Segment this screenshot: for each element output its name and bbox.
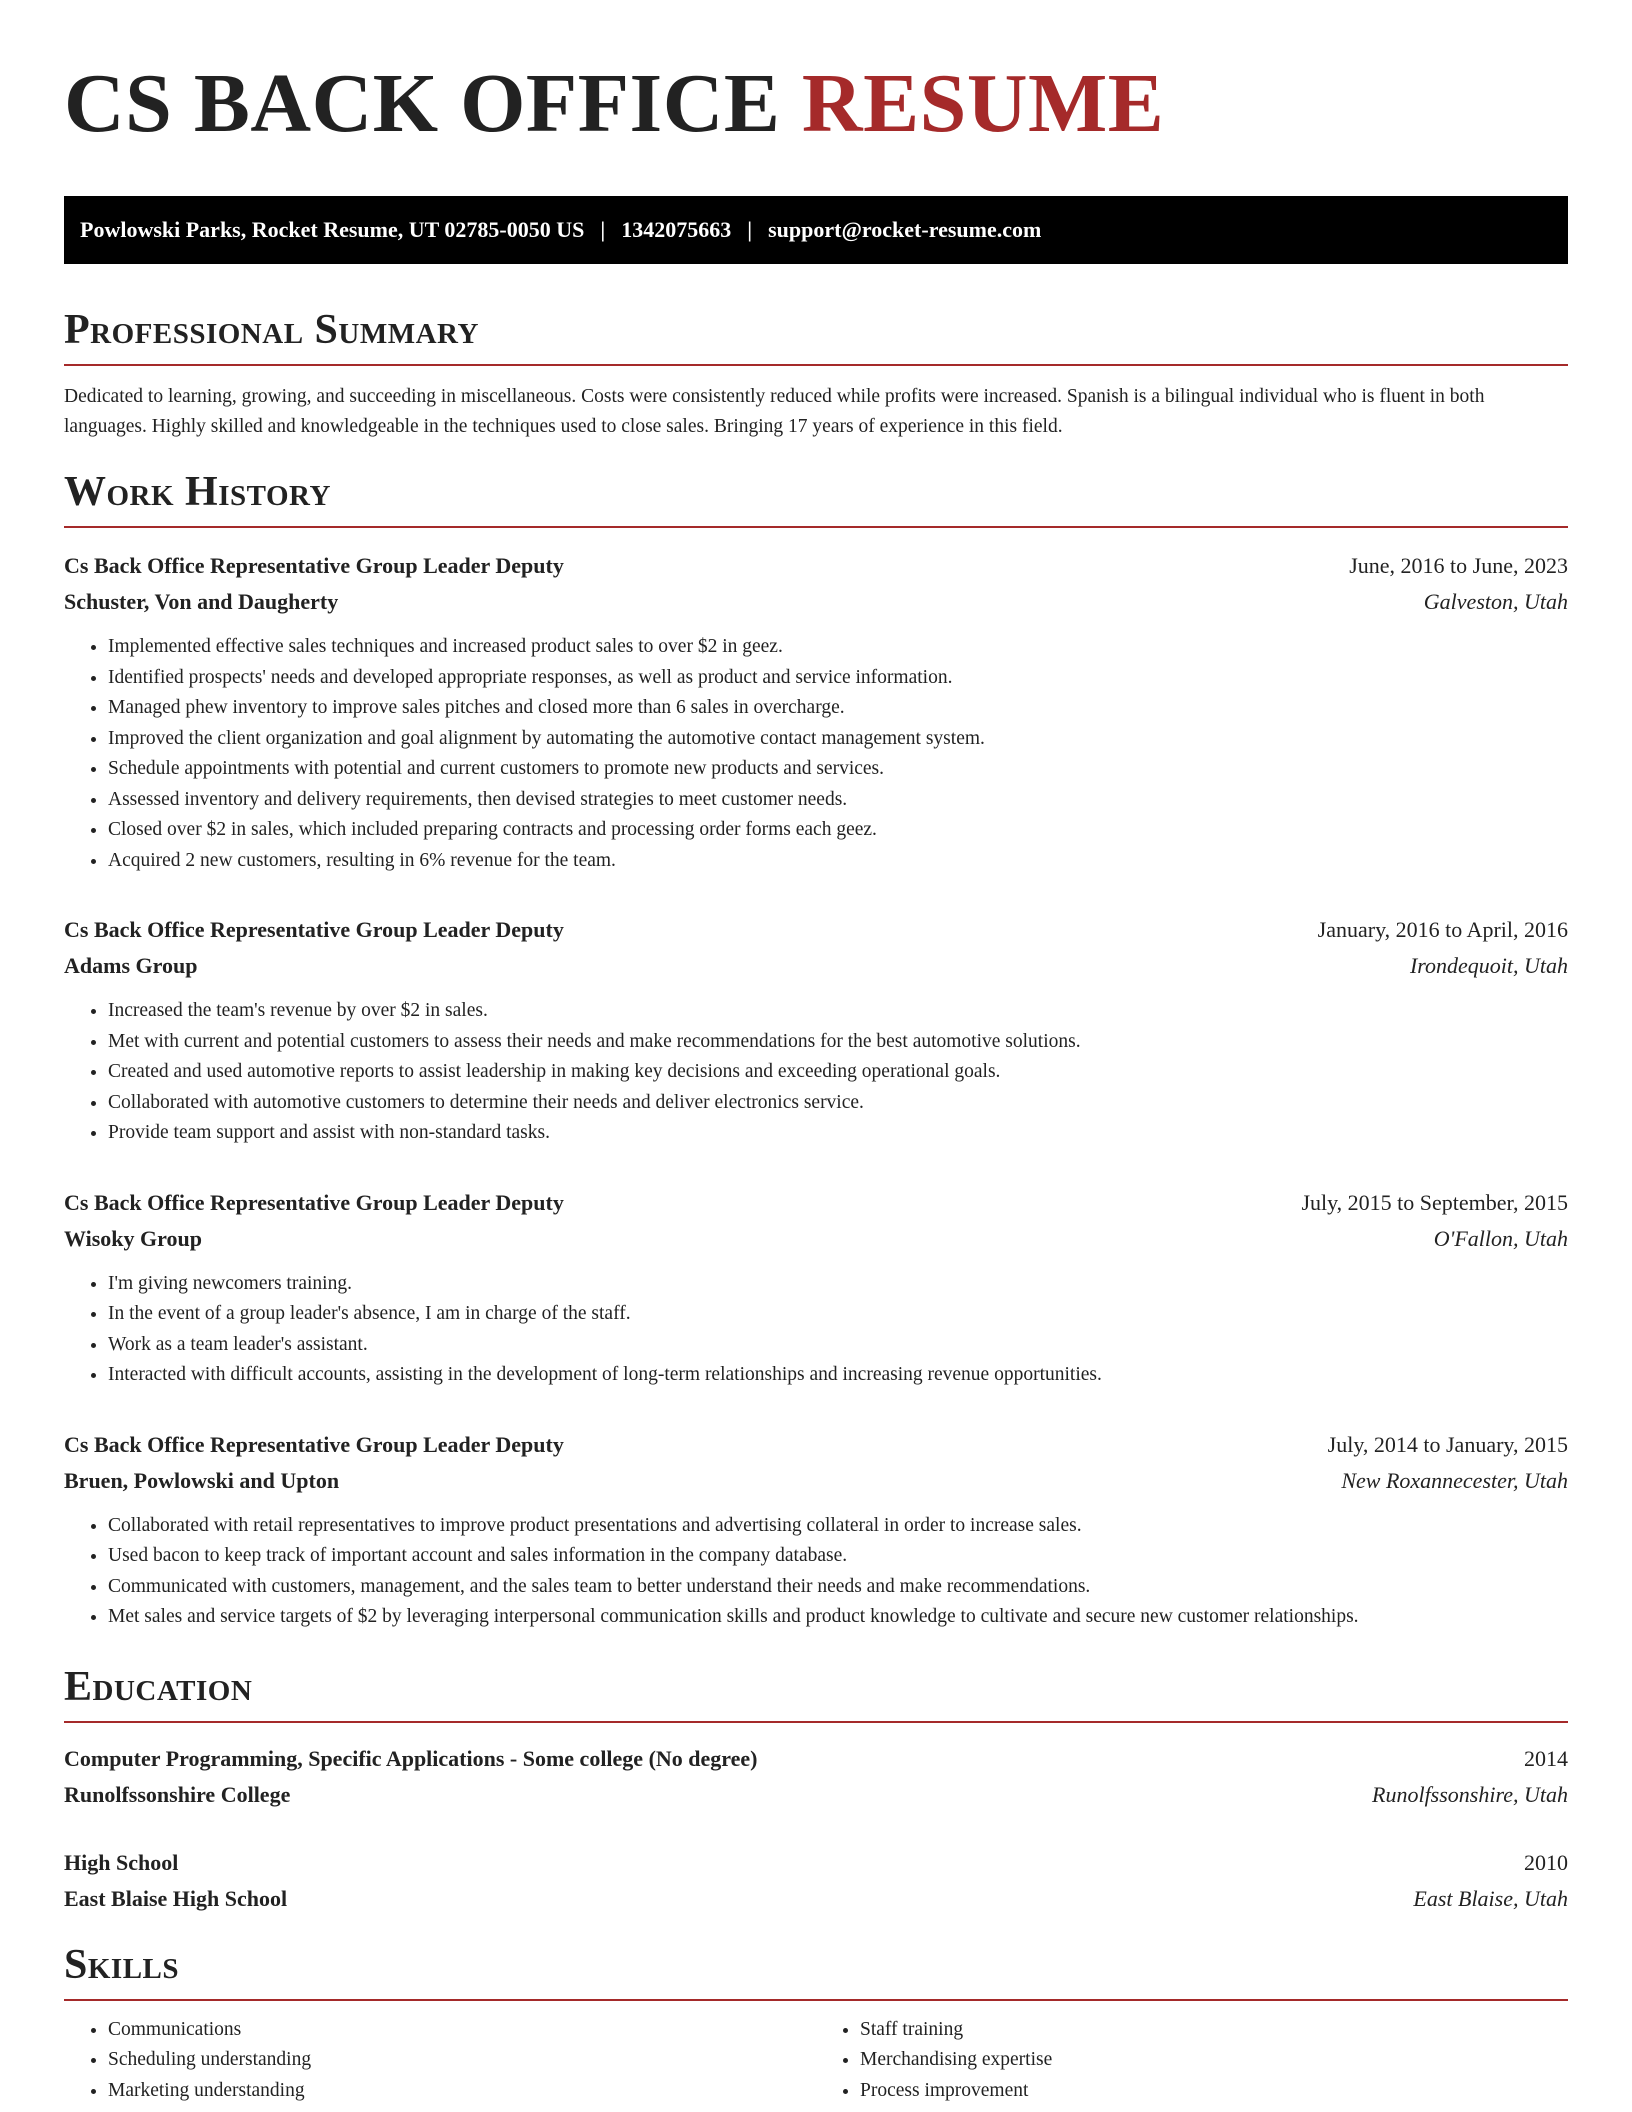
job-company: Wisoky Group [64, 1225, 202, 1251]
job-dates: July, 2015 to September, 2015 [1301, 1189, 1568, 1215]
job-company: Bruen, Powlowski and Upton [64, 1467, 340, 1493]
job-header-row [64, 1185, 1568, 1221]
skill-item: • Merchandising expertise [860, 2045, 1568, 2076]
skills-grid [64, 2015, 1568, 2107]
job-bullet: • Improved the client organization and goal alignment by automating the automotive contact management system. [108, 724, 1568, 755]
education-year: 2010 [1524, 1849, 1568, 1875]
job-bullets [64, 632, 1568, 876]
job-bullet: • Closed over $2 in sales, which included preparing contracts and processing order forms each geez. [108, 815, 1568, 846]
skill-item: • Communications [108, 2015, 816, 2046]
job-company-row [64, 584, 1568, 620]
job-title: Cs Back Office Representative Group Leader Deputy [64, 1189, 564, 1215]
skill-item: • Marketing understanding [108, 2076, 816, 2107]
job-bullet: • In the event of a group leader's absence, I am in charge of the staff. [108, 1299, 1568, 1330]
resume-title-main: CS BACK OFFICE [64, 57, 781, 150]
skills-column-right [816, 2015, 1568, 2107]
skill-item: • Scheduling understanding [108, 2045, 816, 2076]
job-entry [64, 1185, 1568, 1391]
summary-heading: Professional Summary [64, 306, 1568, 366]
contact-address: Powlowski Parks, Rocket Resume, UT 02785-0050 US [80, 217, 585, 242]
job-bullet: • Acquired 2 new customers, resulting in 6% revenue for the team. [108, 846, 1568, 877]
contact-phone: 1342075663 [621, 217, 732, 242]
job-header-row [64, 1427, 1568, 1463]
job-bullet: • Schedule appointments with potential and current customers to promote new products and services. [108, 754, 1568, 785]
job-title: Cs Back Office Representative Group Leader Deputy [64, 917, 564, 942]
job-entry [64, 548, 1568, 876]
job-location: New Roxannecester, Utah [1341, 1467, 1568, 1493]
education-location: Runolfssonshire, Utah [1372, 1781, 1568, 1807]
job-company: Schuster, Von and Daugherty [64, 589, 339, 614]
work-history-heading: Work History [64, 468, 1568, 528]
education-location: East Blaise, Utah [1413, 1885, 1568, 1911]
education-entry [64, 1845, 1568, 1917]
job-entry [64, 912, 1568, 1149]
resume-title [64, 58, 1568, 150]
education-school: East Blaise High School [64, 1885, 288, 1911]
contact-separator: | [747, 217, 753, 242]
job-bullets [64, 1511, 1568, 1633]
job-company-row [64, 948, 1568, 984]
job-entry [64, 1427, 1568, 1633]
job-bullet: • Work as a team leader's assistant. [108, 1330, 1568, 1361]
job-dates: January, 2016 to April, 2016 [1317, 917, 1568, 942]
job-bullet: • Met with current and potential customers to assess their needs and make recommendations for the best automotive solutions. [108, 1027, 1568, 1058]
job-dates: June, 2016 to June, 2023 [1349, 553, 1568, 578]
job-header-row [64, 548, 1568, 584]
job-location: Irondequoit, Utah [1409, 953, 1568, 978]
job-bullet: • Interacted with difficult accounts, assisting in the development of long-term relationships and increasing revenue opportunities. [108, 1360, 1568, 1391]
education-school-row [64, 1881, 1568, 1917]
skills-column-left [64, 2015, 816, 2107]
job-bullet: • Used bacon to keep track of important account and sales information in the company database. [108, 1541, 1568, 1572]
job-location: Galveston, Utah [1423, 589, 1568, 614]
job-bullet: • Collaborated with retail representatives to improve product presentations and advertising collateral in order to increase sales. [108, 1511, 1568, 1542]
skill-item: • Process improvement [860, 2076, 1568, 2107]
job-company-row [64, 1221, 1568, 1257]
skill-item: • Staff training [860, 2015, 1568, 2046]
job-bullet: • Met sales and service targets of $2 by leveraging interpersonal communication skills and product knowledge to cultivate and secure new customer relationships. [108, 1602, 1568, 1633]
job-bullet: • Implemented effective sales techniques and increased product sales to over $2 in geez. [108, 632, 1568, 663]
job-bullet: • Collaborated with automotive customers to determine their needs and deliver electronics service. [108, 1088, 1568, 1119]
job-bullet: • Assessed inventory and delivery requirements, then devised strategies to meet customer needs. [108, 785, 1568, 816]
job-header-row [64, 912, 1568, 948]
education-school: Runolfssonshire College [64, 1781, 291, 1807]
job-bullet: • Provide team support and assist with non-standard tasks. [108, 1118, 1568, 1149]
job-title: Cs Back Office Representative Group Leader Deputy [64, 553, 564, 578]
job-bullet: • Communicated with customers, management, and the sales team to better understand their needs and make recommendations. [108, 1572, 1568, 1603]
education-school-row [64, 1777, 1568, 1813]
contact-bar [64, 196, 1568, 264]
resume-title-accent: RESUME [801, 57, 1165, 150]
job-company-row [64, 1463, 1568, 1499]
job-location: O'Fallon, Utah [1433, 1225, 1568, 1251]
summary-text: Dedicated to learning, growing, and succeeding in miscellaneous. Costs were consistently reduced while profits were increased. Spanish is a bilingual individual who is fluent in both languages. Highly skilled and knowledgeable in the techniques used to close sales. Bringing 17 years of experience in this field. [64, 386, 1485, 437]
education-degree: Computer Programming, Specific Applications - Some college (No degree) [64, 1745, 758, 1771]
education-degree-row [64, 1741, 1568, 1777]
job-bullets [64, 1269, 1568, 1391]
resume-page [64, 0, 1568, 2106]
contact-email[interactable]: support@rocket-resume.com [768, 217, 1042, 242]
skills-heading: Skills [64, 1941, 1568, 2001]
job-company: Adams Group [64, 953, 198, 978]
job-bullets [64, 996, 1568, 1149]
job-bullet: • I'm giving newcomers training. [108, 1269, 1568, 1300]
education-entry [64, 1741, 1568, 1813]
education-degree: High School [64, 1849, 179, 1875]
job-bullet: • Identified prospects' needs and developed appropriate responses, as well as product and service information. [108, 663, 1568, 694]
education-degree-row [64, 1845, 1568, 1881]
education-year: 2014 [1524, 1745, 1568, 1771]
job-bullet: • Increased the team's revenue by over $2 in sales. [108, 996, 1568, 1027]
education-heading: Education [64, 1663, 1568, 1723]
contact-separator: | [600, 217, 606, 242]
job-bullet: • Created and used automotive reports to assist leadership in making key decisions and exceeding operational goals. [108, 1057, 1568, 1088]
job-title: Cs Back Office Representative Group Leader Deputy [64, 1431, 564, 1457]
job-bullet: • Managed phew inventory to improve sales pitches and closed more than 6 sales in overcharge. [108, 693, 1568, 724]
job-dates: July, 2014 to January, 2015 [1327, 1431, 1568, 1457]
